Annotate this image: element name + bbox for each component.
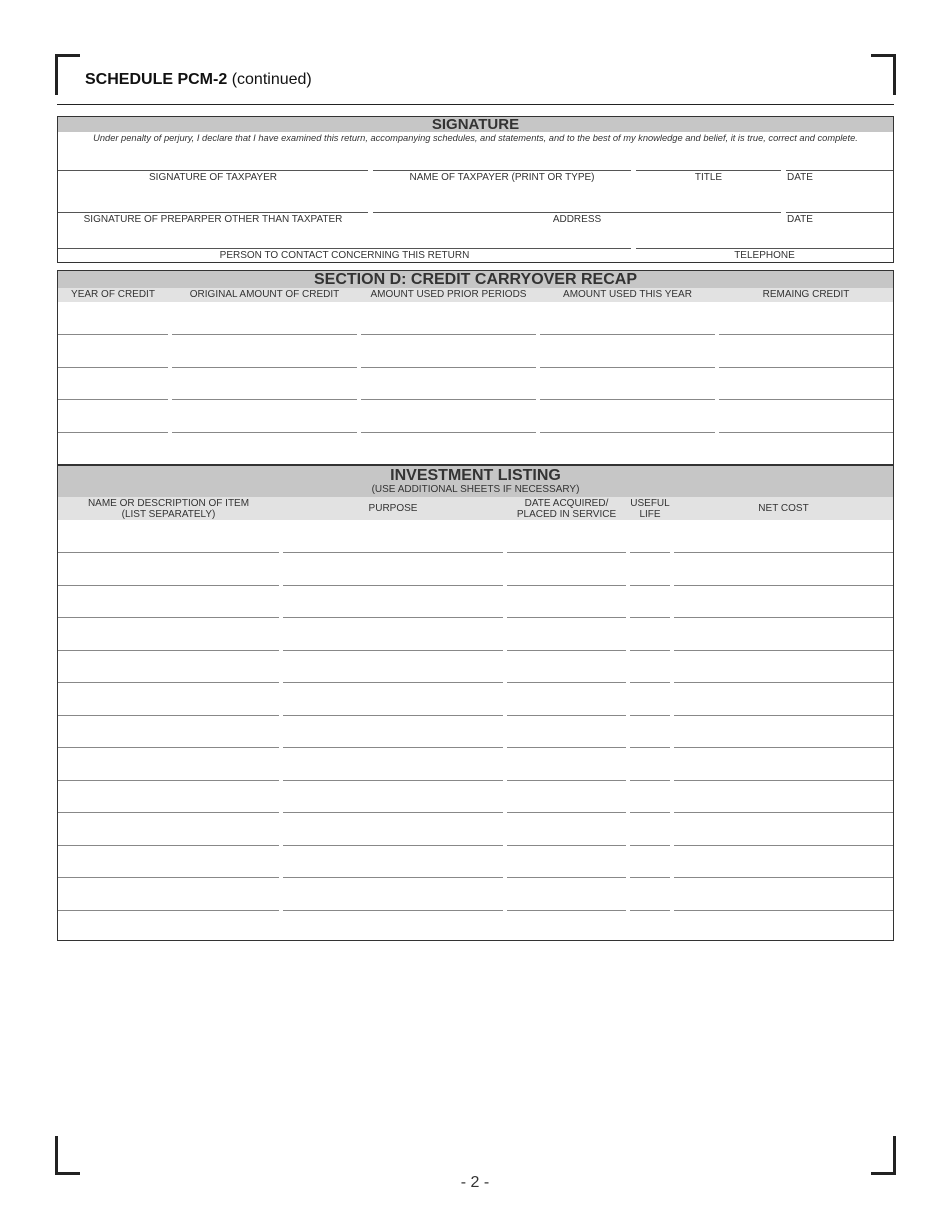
investment-cell[interactable]: [283, 845, 503, 877]
investment-listing-section: [57, 464, 894, 941]
col-header-description-line1: NAME OR DESCRIPTION OF ITEM: [87, 498, 250, 509]
carryover-cell[interactable]: [361, 335, 536, 367]
signature-taxpayer-field[interactable]: [58, 170, 368, 171]
title-label: TITLE: [694, 172, 723, 183]
contact-person-label: PERSON TO CONTACT CONCERNING THIS RETURN: [219, 250, 470, 261]
carryover-cell[interactable]: [361, 367, 536, 399]
investment-cell[interactable]: [283, 585, 503, 617]
investment-cell[interactable]: [283, 715, 503, 747]
investment-cell[interactable]: [674, 878, 893, 910]
investment-subheading: (USE ADDITIONAL SHEETS IF NECESSARY): [371, 484, 580, 495]
carryover-cell[interactable]: [540, 367, 715, 399]
carryover-cell[interactable]: [540, 302, 715, 334]
investment-cell[interactable]: [630, 715, 670, 747]
signature-heading: SIGNATURE: [58, 117, 893, 132]
carryover-cell[interactable]: [172, 400, 357, 432]
investment-cell[interactable]: [283, 780, 503, 812]
contact-person-field[interactable]: [58, 248, 631, 249]
col-header-purpose: PURPOSE: [368, 503, 418, 514]
investment-cell[interactable]: [507, 748, 626, 780]
address-label: ADDRESS: [552, 214, 602, 225]
carryover-cell[interactable]: [361, 400, 536, 432]
investment-cell[interactable]: [674, 845, 893, 877]
investment-cell[interactable]: [283, 520, 503, 552]
carryover-cell[interactable]: [719, 367, 893, 399]
col-header-description: [58, 498, 279, 520]
investment-cell[interactable]: [58, 683, 279, 715]
credit-carryover-section: [57, 270, 894, 465]
date-label-1: DATE: [787, 172, 813, 183]
investment-cell[interactable]: [630, 585, 670, 617]
investment-cell[interactable]: [58, 748, 279, 780]
corner-mark-bottom-right: [871, 1136, 896, 1175]
investment-cell[interactable]: [507, 553, 626, 585]
carryover-cell[interactable]: [172, 432, 357, 464]
investment-cell[interactable]: [674, 813, 893, 845]
carryover-cell[interactable]: [540, 432, 715, 464]
investment-cell[interactable]: [283, 878, 503, 910]
carryover-cell[interactable]: [540, 400, 715, 432]
investment-cell[interactable]: [507, 585, 626, 617]
col-header-4: REMAING CREDIT: [762, 289, 850, 300]
corner-mark-top-left: [55, 54, 80, 95]
investment-cell[interactable]: [58, 845, 279, 877]
investment-cell[interactable]: [630, 618, 670, 650]
investment-cell[interactable]: [674, 520, 893, 552]
investment-cell[interactable]: [507, 845, 626, 877]
investment-cell[interactable]: [283, 553, 503, 585]
schedule-title: [85, 71, 312, 89]
signature-taxpayer-label: SIGNATURE OF TAXPAYER: [149, 172, 277, 183]
signature-preparer-field[interactable]: [58, 212, 368, 213]
carryover-cell[interactable]: [540, 335, 715, 367]
investment-cell[interactable]: [674, 910, 893, 942]
investment-cell[interactable]: [58, 553, 279, 585]
investment-cell[interactable]: [674, 650, 893, 682]
investment-cell[interactable]: [58, 780, 279, 812]
col-header-0: YEAR OF CREDIT: [71, 289, 155, 300]
investment-cell[interactable]: [507, 910, 626, 942]
signature-section: [57, 116, 894, 263]
investment-cell[interactable]: [674, 780, 893, 812]
investment-cell[interactable]: [674, 585, 893, 617]
investment-cell[interactable]: [283, 618, 503, 650]
col-header-life-line2: LIFE: [639, 509, 661, 520]
investment-cell[interactable]: [507, 683, 626, 715]
corner-mark-top-right: [871, 54, 896, 95]
col-header-1: ORIGINAL AMOUNT OF CREDIT: [189, 289, 340, 300]
investment-cell[interactable]: [283, 910, 503, 942]
carryover-cell[interactable]: [58, 400, 168, 432]
carryover-cell[interactable]: [719, 302, 893, 334]
investment-cell[interactable]: [283, 650, 503, 682]
investment-cell[interactable]: [674, 748, 893, 780]
investment-cell[interactable]: [630, 748, 670, 780]
investment-cell[interactable]: [630, 878, 670, 910]
investment-cell[interactable]: [630, 553, 670, 585]
col-header-date-line2: PLACED IN SERVICE: [516, 509, 617, 520]
carryover-cell[interactable]: [58, 432, 168, 464]
carryover-cell[interactable]: [58, 367, 168, 399]
investment-cell[interactable]: [630, 520, 670, 552]
date-field-1[interactable]: [786, 170, 893, 171]
carryover-cell[interactable]: [361, 432, 536, 464]
date-label-2: DATE: [787, 214, 813, 225]
investment-cell[interactable]: [630, 845, 670, 877]
signature-preparer-label: SIGNATURE OF PREPARPER OTHER THAN TAXPATER: [83, 214, 343, 225]
header-rule: [57, 104, 894, 105]
investment-heading-bar: [58, 466, 893, 497]
investment-cell[interactable]: [630, 910, 670, 942]
investment-cell[interactable]: [507, 715, 626, 747]
carryover-cell[interactable]: [58, 335, 168, 367]
investment-cell[interactable]: [58, 715, 279, 747]
carryover-cell[interactable]: [172, 367, 357, 399]
investment-cell[interactable]: [507, 650, 626, 682]
investment-cell[interactable]: [507, 878, 626, 910]
carryover-cell[interactable]: [361, 302, 536, 334]
carryover-cell[interactable]: [719, 400, 893, 432]
address-field[interactable]: [373, 212, 781, 213]
name-taxpayer-label: NAME OF TAXPAYER (PRINT OR TYPE): [409, 172, 595, 183]
col-header-3: AMOUNT USED THIS YEAR: [563, 289, 692, 300]
investment-cell[interactable]: [283, 813, 503, 845]
carryover-cell[interactable]: [172, 302, 357, 334]
col-header-2: AMOUNT USED PRIOR PERIODS: [370, 289, 527, 300]
name-taxpayer-field[interactable]: [373, 170, 631, 171]
carryover-cell[interactable]: [719, 335, 893, 367]
telephone-label: TELEPHONE: [734, 250, 795, 261]
investment-cell[interactable]: [507, 618, 626, 650]
investment-cell[interactable]: [507, 813, 626, 845]
investment-heading: INVESTMENT LISTING: [390, 467, 561, 484]
investment-cell[interactable]: [58, 585, 279, 617]
col-header-date-acquired: [507, 498, 626, 520]
corner-mark-bottom-left: [55, 1136, 80, 1175]
investment-cell[interactable]: [58, 878, 279, 910]
investment-cell[interactable]: [630, 650, 670, 682]
telephone-field[interactable]: [636, 248, 893, 249]
investment-cell[interactable]: [58, 910, 279, 942]
continued-label: (continued): [231, 71, 312, 88]
col-header-useful-life: [630, 498, 670, 520]
title-field[interactable]: [636, 170, 781, 171]
investment-cell[interactable]: [58, 520, 279, 552]
col-header-net-cost: NET COST: [758, 503, 809, 514]
perjury-declaration: Under penalty of perjury, I declare that I have examined this return, accompanying schedules, and statements, and to the best of my knowledge and belief, it is true, correct and complete.: [93, 133, 858, 143]
col-header-date-line1: DATE ACQUIRED/: [524, 498, 609, 509]
investment-cell[interactable]: [58, 650, 279, 682]
carryover-cell[interactable]: [719, 432, 893, 464]
investment-cell[interactable]: [630, 683, 670, 715]
page-number: - 2 -: [460, 1174, 490, 1191]
investment-cell[interactable]: [630, 813, 670, 845]
investment-cell[interactable]: [674, 715, 893, 747]
investment-cell[interactable]: [507, 520, 626, 552]
date-field-2[interactable]: [786, 212, 893, 213]
investment-cell[interactable]: [674, 553, 893, 585]
schedule-name: SCHEDULE PCM-2: [85, 71, 228, 88]
investment-cell[interactable]: [507, 780, 626, 812]
investment-cell[interactable]: [58, 618, 279, 650]
investment-cell[interactable]: [674, 618, 893, 650]
investment-cell[interactable]: [674, 683, 893, 715]
investment-cell[interactable]: [283, 748, 503, 780]
investment-cell[interactable]: [630, 780, 670, 812]
carryover-cell[interactable]: [172, 335, 357, 367]
col-header-description-line2: (LIST SEPARATELY): [121, 509, 216, 520]
investment-cell[interactable]: [283, 683, 503, 715]
col-header-life-line1: USEFUL: [630, 498, 670, 509]
investment-cell[interactable]: [58, 813, 279, 845]
carryover-cell[interactable]: [58, 302, 168, 334]
section-d-heading: SECTION D: CREDIT CARRYOVER RECAP: [58, 271, 893, 288]
